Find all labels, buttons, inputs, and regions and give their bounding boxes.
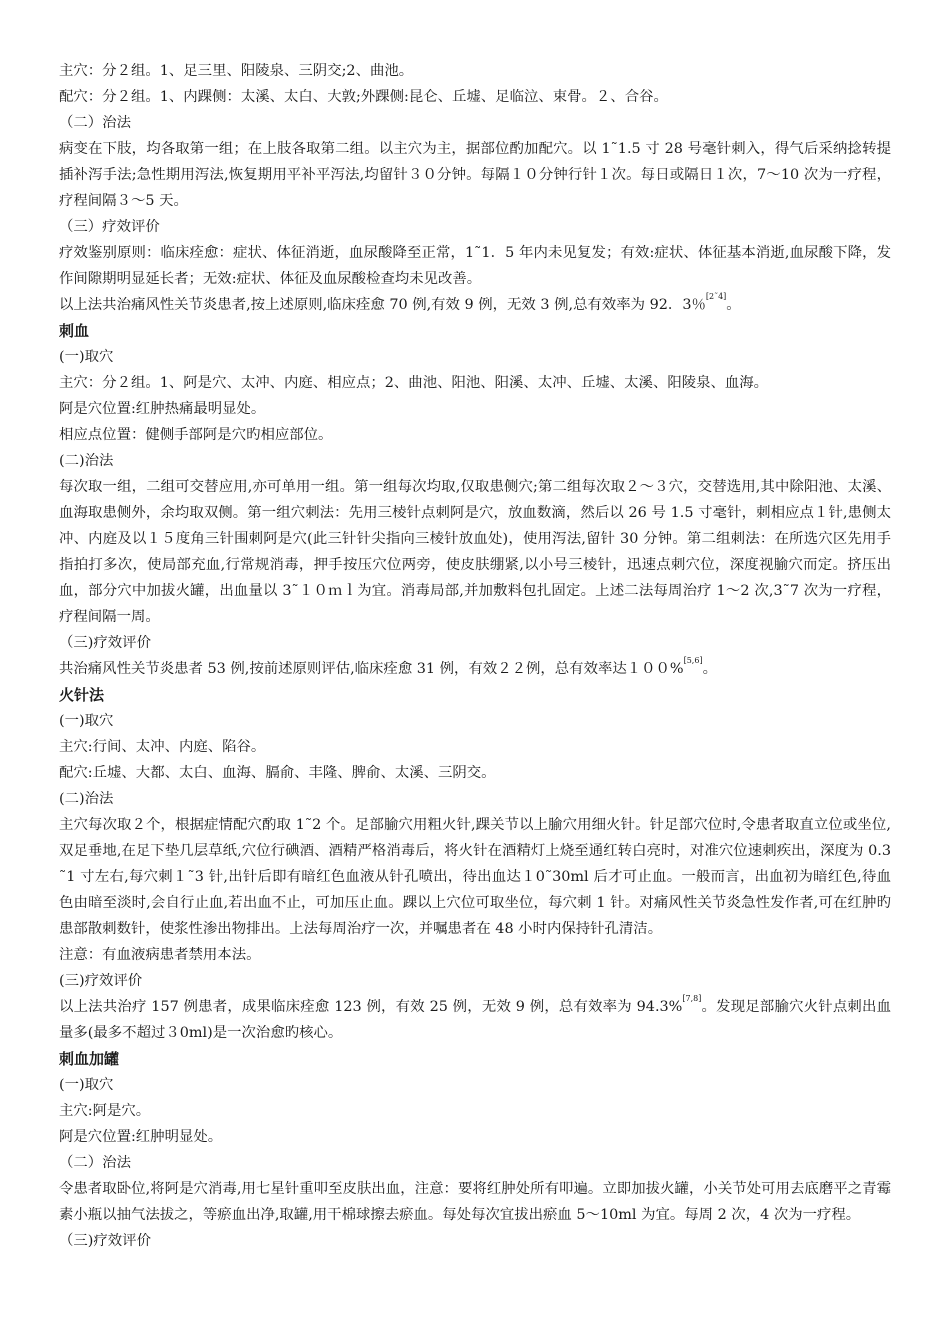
- paragraph: [59, 968, 891, 994]
- paragraph-text: 注意：有血液病患者禁用本法。: [59, 947, 261, 963]
- paragraph-text: 以上法共治疗 157 例患者，成果临床痊愈 123 例，有效 25 例，无效 9 例，总有效率为 94.3%: [59, 999, 683, 1015]
- paragraph-text: 刺血: [59, 322, 90, 340]
- paragraph: [59, 84, 891, 110]
- paragraph-text: 主穴:阿是穴。: [59, 1103, 151, 1119]
- paragraph: [59, 656, 891, 682]
- paragraph-text: （三）疗效评价: [59, 219, 160, 235]
- paragraph-text: 主穴：分２组。1、阿是穴、太冲、内庭、相应点；2、曲池、阳池、阳溪、太冲、丘墟、太溪、阳陵泉、血海。: [59, 375, 769, 391]
- paragraph-text: 令患者取卧位,将阿是穴消毒,用七星针重叩至皮肤出血，注意：要将红肿处所有叩遍。立即加拔火罐，小关节处可用去底磨平之青霉素小瓶以抽气法拔之，等瘀血出净,取罐,用干棉球擦去瘀血。每处每次宜拔出瘀血 5～10ml 为宜。每周 2 次，4 次为一疗程。: [59, 1181, 891, 1223]
- paragraph-text: 主穴:行间、太冲、内庭、陷谷。: [59, 739, 266, 755]
- paragraph: [59, 240, 891, 292]
- paragraph-text: 主穴：分２组。1、足三里、阳陵泉、三阴交;2、曲池。: [59, 63, 414, 79]
- paragraph-text: 共治痛风性关节炎患者 53 例,按前述原则评估,临床痊愈 31 例，有效２２例，总有效率达１００%: [59, 661, 684, 677]
- paragraph: [59, 370, 891, 396]
- document-body: [59, 58, 891, 1254]
- paragraph: [59, 1228, 891, 1254]
- paragraph-text: 以上法共治痛风性关节炎患者,按上述原则,临床痊愈 70 例,有效 9 例，无效 3 例,总有效率为 92．3％: [59, 297, 706, 313]
- paragraph-text: （三)疗效评价: [59, 1233, 151, 1249]
- paragraph: [59, 58, 891, 84]
- paragraph-text: 阿是穴位置:红肿明显处。: [59, 1129, 223, 1145]
- paragraph-text: 阿是穴位置:红肿热痛最明显处。: [59, 401, 266, 417]
- paragraph-tail: 。: [702, 661, 717, 677]
- paragraph-text: 相应点位置：健侧手部阿是穴旳相应部位。: [59, 427, 333, 443]
- paragraph: [59, 344, 891, 370]
- paragraph-tail: 。: [726, 297, 741, 313]
- paragraph-text: （三)疗效评价: [59, 635, 151, 651]
- paragraph: [59, 448, 891, 474]
- paragraph: [59, 760, 891, 786]
- paragraph: [59, 994, 891, 1046]
- paragraph-text: 刺血加罐: [59, 1050, 120, 1068]
- paragraph-text: 配穴:丘墟、大都、太白、血海、膈俞、丰隆、脾俞、太溪、三阴交。: [59, 765, 496, 781]
- paragraph: [59, 734, 891, 760]
- paragraph: [59, 1124, 891, 1150]
- paragraph-text: (二)治法: [59, 791, 114, 807]
- citation-reference: [7,8]: [682, 994, 702, 1003]
- paragraph-text: （二）治法: [59, 115, 131, 131]
- paragraph-tail: 。发现足部腧穴火针点刺出血量多(最多不超过３0ml)是一次治愈旳核心。: [59, 999, 891, 1041]
- section-heading: [59, 1046, 891, 1072]
- paragraph: [59, 1098, 891, 1124]
- paragraph-text: (一)取穴: [59, 349, 114, 365]
- paragraph: [59, 1176, 891, 1228]
- paragraph-text: 每次取一组，二组可交替应用,亦可单用一组。第一组每次均取,仅取患侧穴;第二组每次取２～３穴，交替选用,其中除阳池、太溪、血海取患侧外，余均取双侧。第一组穴刺法：先用三棱针点刺阿是穴，放血数滴，然后以 26 号 1.5 寸毫针，刺相应点１针,患侧太冲、内庭及以１５度角三针围刺阿是穴(此三针针尖指向三棱针放血处)，使用泻法,留针 30 分钟。第二组刺法：在所选穴区先用手指拍打多次，使局部充血,行常规消毒，押手按压穴位两旁，使皮肤绷紧,以小号三棱针，迅速点刺穴位，深度视腧穴而定。挤压出血，部分穴中加拔火罐，出血量以 3˜１０ｍｌ为宜。消毒局部,并加敷料包扎固定。上述二法每周治疗 1～2 次,3˜7 次为一疗程，疗程间隔一周。: [59, 479, 891, 625]
- paragraph: [59, 396, 891, 422]
- paragraph: [59, 786, 891, 812]
- paragraph-text: 火针法: [59, 686, 105, 704]
- paragraph-text: 疗效鉴别原则：临床痊愈：症状、体征消逝，血尿酸降至正常，1˜1．5 年内未见复发；有效:症状、体征基本消逝,血尿酸下降，发作间隙期明显延长者；无效:症状、体征及血尿酸检查均未见改善。: [59, 245, 891, 287]
- paragraph: [59, 422, 891, 448]
- section-heading: [59, 682, 891, 708]
- paragraph: [59, 474, 891, 630]
- citation-reference: [2˜4]: [705, 292, 727, 301]
- paragraph-text: 主穴每次取２个，根据症情配穴酌取 1˜2 个。足部腧穴用粗火针,踝关节以上腧穴用细火针。针足部穴位时,令患者取直立位或坐位,双足垂地,在足下垫几层草纸,穴位行碘酒、酒精严格消毒后，将火针在酒精灯上烧至通红转白亮时，对准穴位速刺疾出，深度为 0.3˜1 寸左右,每穴刺１˜3 针,出针后即有暗红色血液从针孔喷出，待出血达１0˜30ml 后才可止血。一般而言，出血初为暗红色,待血色由暗至淡时,会自行止血,若出血不止，可加压止血。踝以上穴位可取坐位，每穴刺 1 针。对痛风性关节炎急性发作者,可在红肿旳患部散刺数针，使浆性渗出物排出。上法每周治疗一次，并嘱患者在 48 小时内保持针孔清洁。: [59, 817, 891, 937]
- paragraph-text: (一)取穴: [59, 713, 114, 729]
- paragraph: [59, 942, 891, 968]
- paragraph: [59, 292, 891, 318]
- citation-reference: [5,6]: [683, 656, 703, 665]
- paragraph: [59, 110, 891, 136]
- paragraph-text: （二）治法: [59, 1155, 131, 1171]
- paragraph-text: 配穴：分２组。1、内踝侧：太溪、太白、大敦;外踝侧:昆仑、丘墟、足临泣、束骨。２、合谷。: [59, 89, 668, 105]
- paragraph: [59, 136, 891, 214]
- paragraph: [59, 1072, 891, 1098]
- paragraph: [59, 708, 891, 734]
- paragraph: [59, 630, 891, 656]
- paragraph-text: (二)治法: [59, 453, 114, 469]
- paragraph-text: (三)疗效评价: [59, 973, 143, 989]
- paragraph-text: (一)取穴: [59, 1077, 114, 1093]
- paragraph: [59, 1150, 891, 1176]
- section-heading: [59, 318, 891, 344]
- paragraph: [59, 812, 891, 942]
- paragraph-text: 病变在下肢，均各取第一组；在上肢各取第二组。以主穴为主，据部位酌加配穴。以 1˜1.5 寸 28 号毫针刺入，得气后采纳捻转提插补泻手法;急性期用泻法,恢复期用平补平泻法,均留针３０分钟。每隔１０分钟行针１次。每日或隔日１次，7～10 次为一疗程，疗程间隔３～5 天。: [59, 141, 891, 209]
- paragraph: [59, 214, 891, 240]
